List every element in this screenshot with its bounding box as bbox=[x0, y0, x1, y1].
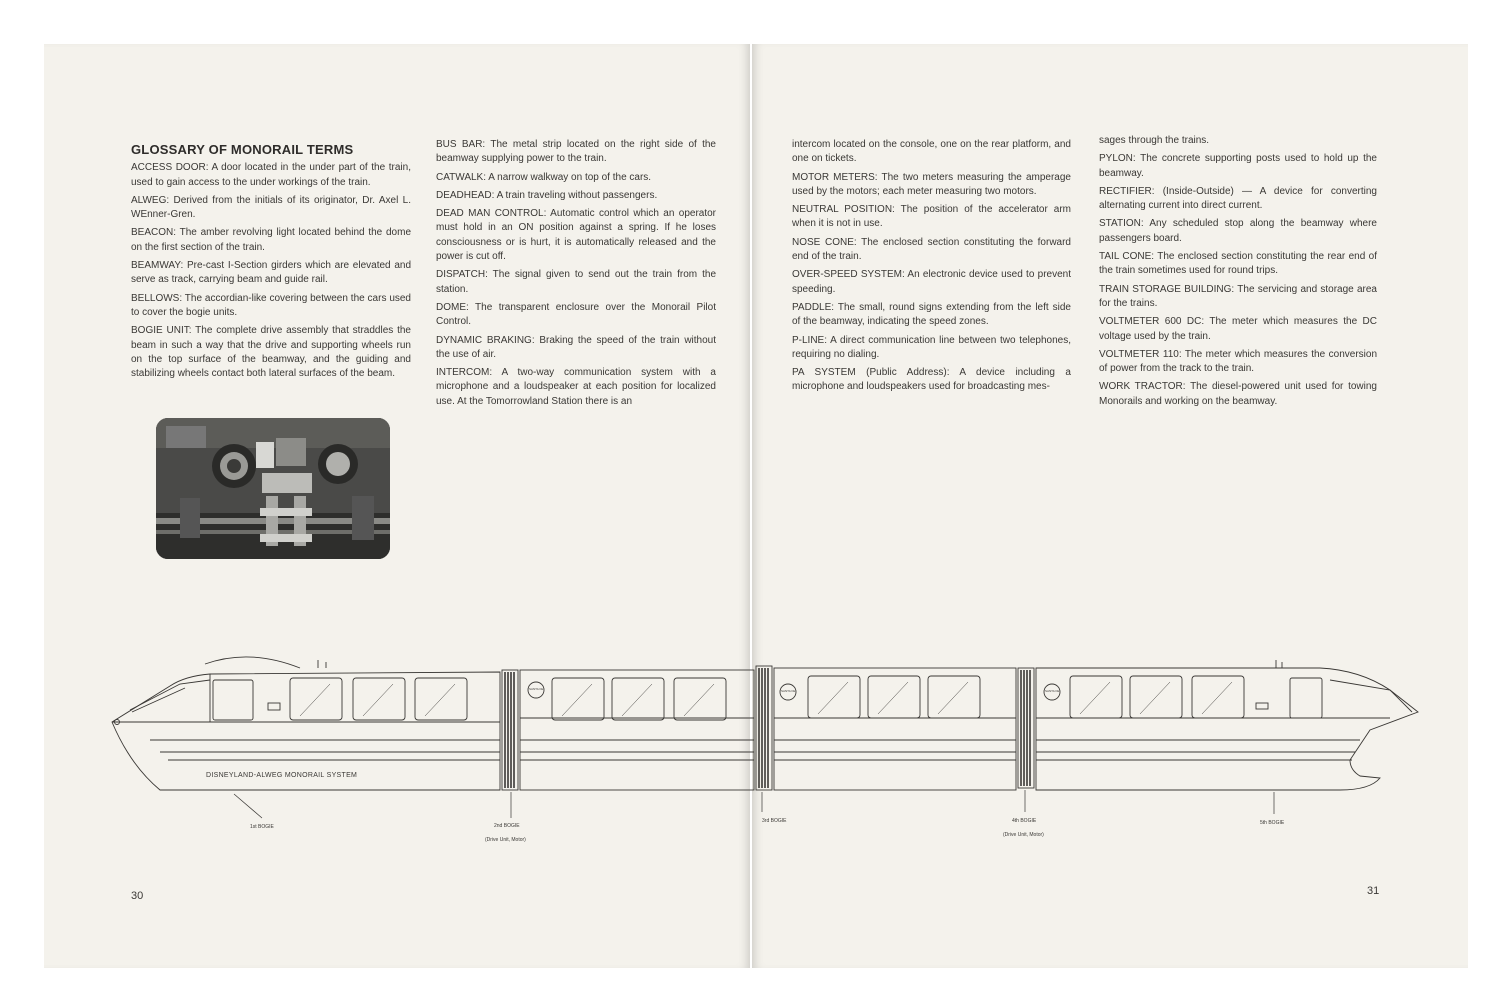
bogie-2-label: 2nd BOGIE bbox=[494, 823, 520, 829]
glossary-entry: BEACON: The amber revolving light located behind the dome on the first section of the train. bbox=[131, 227, 411, 253]
glossary-entry: WORK TRACTOR: The diesel-powered unit used for towing Monorails and working on the beamway. bbox=[1099, 381, 1377, 407]
bogie-3-label: 3rd BOGIE bbox=[762, 818, 787, 824]
logo-car-3: SANTA FE bbox=[781, 689, 796, 693]
glossary-entry: OVER-SPEED SYSTEM: An electronic device used to prevent speeding. bbox=[792, 269, 1071, 295]
monorail-car-rear bbox=[1036, 660, 1418, 790]
bogie-1-label: 1st BOGIE bbox=[250, 824, 274, 830]
glossary-entry: DEADHEAD: A train traveling without passengers. bbox=[436, 189, 658, 201]
bellows-3 bbox=[1018, 668, 1034, 788]
glossary-entry: MOTOR METERS: The two meters measuring the amperage used by the motors; each meter measuring two motors. bbox=[792, 171, 1071, 197]
glossary-entry: DOME: The transparent enclosure over the Monorail Pilot Control. bbox=[436, 301, 716, 328]
glossary-entry: sages through the trains. bbox=[1099, 135, 1210, 146]
glossary-entry: NOSE CONE: The enclosed section constituting the forward end of the train. bbox=[792, 236, 1071, 263]
bogie-5-label: 5th BOGIE bbox=[1260, 820, 1285, 826]
glossary-entry: ALWEG: Derived from the initials of its originator, Dr. Axel L. WEnner-Gren. bbox=[131, 194, 411, 221]
glossary-entry: P-LINE: A direct communication line between two telephones, requiring no dialing. bbox=[792, 334, 1071, 360]
glossary-entry: BEAMWAY: Pre-cast I-Section girders which are elevated and serve as track, carrying beam and guide rail. bbox=[131, 260, 411, 286]
glossary-entry: TAIL CONE: The enclosed section constituting the rear end of the train sometimes used for round trips. bbox=[1099, 251, 1377, 277]
glossary-entry: BUS BAR: The metal strip located on the right side of the beamway supplying power to the train. bbox=[436, 139, 716, 165]
glossary-title: GLOSSARY OF MONORAIL TERMS bbox=[131, 142, 354, 157]
glossary-entry: VOLTMETER 600 DC: The meter which measures the DC voltage used by the train. bbox=[1099, 316, 1377, 342]
logo-car-2: SANTA FE bbox=[529, 687, 544, 691]
monorail-car-2 bbox=[520, 670, 754, 790]
glossary-entry: PA SYSTEM (Public Address): A device including a microphone and loudspeakers used for broadcasting mes- bbox=[792, 367, 1071, 393]
glossary-entry: DISPATCH: The signal given to send out the train from the station. bbox=[436, 269, 716, 295]
glossary-entry: STATION: Any scheduled stop along the beamway where passengers board. bbox=[1099, 218, 1377, 244]
glossary-entry: BOGIE UNIT: The complete drive assembly that straddles the beam in such a way that the drive and supporting wheels run on the top surface of the beamway, and the guiding and stabilizing wheels contact both lateral surfaces of the beam. bbox=[131, 325, 411, 380]
glossary-entry: BELLOWS: The accordian-like covering between the cars used to cover the bogie units. bbox=[131, 292, 411, 318]
monorail-system-label: DISNEYLAND-ALWEG MONORAIL SYSTEM bbox=[206, 772, 358, 779]
bellows-2 bbox=[756, 666, 772, 790]
glossary-entry: RECTIFIER: (Inside-Outside) — A device for converting alternating current into direct current. bbox=[1099, 185, 1377, 212]
glossary-entry: NEUTRAL POSITION: The position of the accelerator arm when it is not in use. bbox=[792, 204, 1071, 230]
glossary-entry: DYNAMIC BRAKING: Braking the speed of the train without the use of air. bbox=[436, 334, 716, 360]
bogie-leader-lines bbox=[234, 790, 1274, 818]
glossary-entry: TRAIN STORAGE BUILDING: The servicing and storage area for the trains. bbox=[1099, 283, 1377, 309]
bogie-4-label: 4th BOGIE bbox=[1012, 818, 1037, 824]
page-number-left: 30 bbox=[131, 890, 144, 902]
glossary-entry: PADDLE: The small, round signs extending from the left side of the beamway, indicating the speed zones. bbox=[792, 301, 1071, 328]
monorail-car-3 bbox=[774, 668, 1016, 790]
glossary-entry: INTERCOM: A two-way communication system with a microphone and a loudspeaker at each position for localized use. At the Tomorrowland Station there is an bbox=[436, 367, 716, 407]
logo-car-4: SANTA FE bbox=[1045, 689, 1060, 693]
glossary-entry: PYLON: The concrete supporting posts used to hold up the beamway. bbox=[1099, 153, 1377, 179]
glossary-entry: VOLTMETER 110: The meter which measures the conversion of power from the track to the train. bbox=[1099, 348, 1377, 375]
bogie-2-sublabel: (Drive Unit, Motor) bbox=[485, 837, 526, 843]
monorail-car-front bbox=[112, 657, 500, 790]
glossary-entry: intercom located on the console, one on the rear platform, and one on tickets. bbox=[792, 139, 1071, 165]
glossary-entry: DEAD MAN CONTROL: Automatic control which an operator must hold in an ON position against a spring. If he loses consciousness or is hurt, it is automatically released and the power is cut off. bbox=[436, 208, 716, 263]
page-number-right: 31 bbox=[1367, 885, 1380, 897]
glossary-entry: ACCESS DOOR: A door located in the under part of the train, used to gain access to the under workings of the train. bbox=[131, 162, 411, 188]
bellows-1 bbox=[502, 670, 518, 790]
bogie-4-sublabel: (Drive Unit, Motor) bbox=[1003, 832, 1044, 838]
glossary-entry: CATWALK: A narrow walkway on top of the cars. bbox=[436, 171, 652, 183]
